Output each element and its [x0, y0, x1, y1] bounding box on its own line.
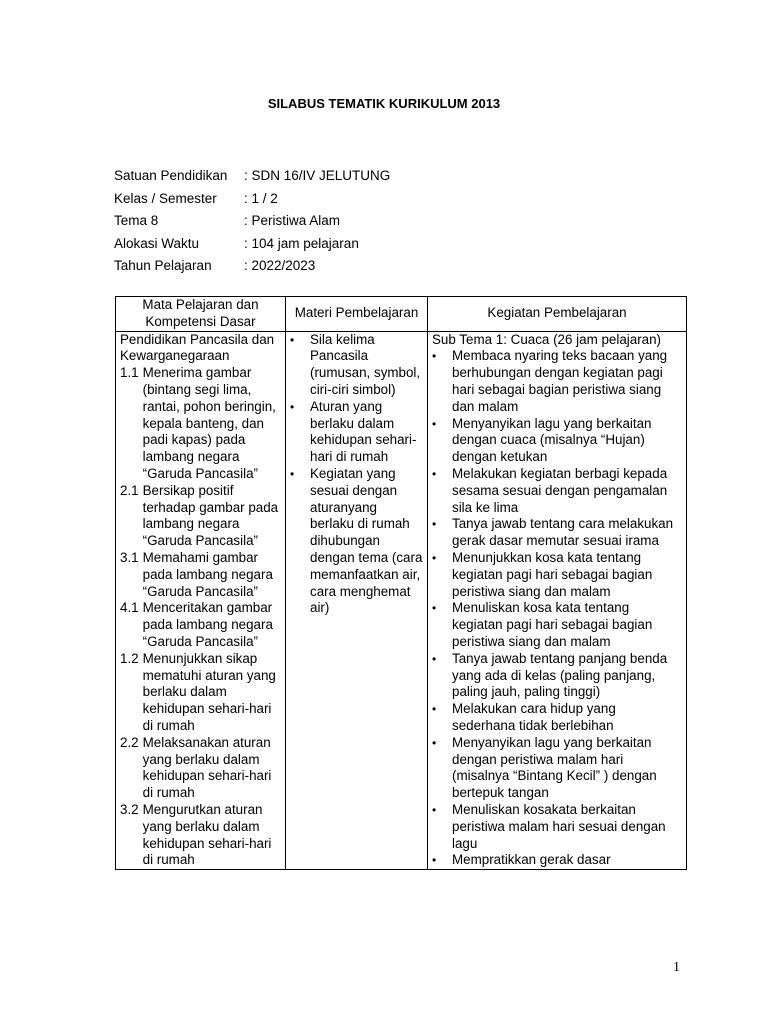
material-item	[290, 466, 423, 617]
competency-number: 2.1	[120, 482, 139, 498]
competency-item	[120, 735, 281, 802]
subtheme-label: Sub Tema 1: Cuaca (26 jam pelajaran)	[432, 331, 662, 347]
activity-text: Menuliskan kosa kata tentang kegiatan pagi hari sebagai bagian peristiwa siang dan malam	[452, 600, 653, 649]
activity-item	[432, 466, 682, 516]
activity-item	[432, 416, 682, 466]
competency-item	[120, 600, 281, 650]
activity-text: Tanya jawab tentang panjang benda yang ada di kelas (paling panjang, paling jauh, paling tinggi)	[452, 650, 668, 700]
bullet-icon: •	[432, 416, 437, 431]
info-label: Satuan Pendidikan	[114, 168, 228, 183]
syllabus-table	[115, 296, 687, 870]
bullet-icon: •	[432, 349, 437, 364]
activity-text: Tanya jawab tentang cara melakukan gerak dasar memutar sesuai irama	[452, 516, 674, 549]
info-row-time	[114, 233, 390, 256]
bullet-icon: •	[432, 466, 437, 481]
info-row-year	[114, 255, 390, 278]
bullet-icon: •	[432, 802, 437, 817]
info-value: : 2022/2023	[244, 258, 316, 273]
bullet-icon: •	[432, 601, 437, 616]
material-text: Sila kelima Pancasila (rumusan, symbol, ciri-ciri simbol)	[310, 331, 421, 397]
info-block	[114, 165, 390, 278]
activity-text: Mempratikkan gerak dasar	[452, 852, 611, 868]
info-row-school	[114, 165, 390, 188]
competency-number: 4.1	[120, 600, 139, 616]
activity-item	[432, 651, 682, 701]
competency-text: Bersikap positif terhadap gambar pada lambang negara “Garuda Pancasila”	[142, 482, 279, 549]
page-number: 1	[673, 960, 680, 975]
competency-number: 2.2	[120, 734, 139, 750]
competency-item	[120, 550, 281, 600]
bullet-icon: •	[290, 466, 295, 481]
competency-item	[120, 802, 281, 869]
activity-item	[432, 516, 682, 550]
info-value: : SDN 16/IV JELUTUNG	[244, 168, 391, 183]
info-label: Tahun Pelajaran	[114, 258, 212, 273]
activity-text: Melakukan kegiatan berbagi kepada sesama sesuai dengan pengamalan sila ke lima	[452, 465, 668, 515]
activity-cell	[428, 331, 687, 870]
competency-number: 3.1	[120, 549, 139, 565]
material-list	[290, 332, 423, 618]
activity-item	[432, 701, 682, 735]
table-header-row	[116, 297, 687, 332]
activity-text: Menunjukkan kosa kata tentang kegiatan pagi hari sebagai bagian peristiwa siang dan malam	[452, 549, 653, 599]
bullet-icon: •	[432, 702, 437, 717]
material-item	[290, 399, 423, 466]
bullet-icon: •	[432, 550, 437, 565]
activity-item	[432, 852, 682, 869]
activity-item	[432, 550, 682, 600]
competency-text: Menunjukkan sikap mematuhi aturan yang berlaku dalam kehidupan sehari-hari di rumah	[142, 650, 276, 733]
activity-text: Menuliskan kosakata berkaitan peristiwa malam hari sesuai dengan lagu	[452, 801, 666, 851]
competency-text: Memahami gambar pada lambang negara “Garuda Pancasila”	[142, 549, 273, 599]
document-title: SILABUS TEMATIK KURIKULUM 2013	[267, 96, 501, 111]
competency-text: Menerima gambar (bintang segi lima, rantai, pohon beringin, kepala banteng, dan padi kapas) pada lambang negara “Garuda Pancasila”	[142, 365, 276, 481]
header-activity: Kegiatan Pembelajaran	[428, 297, 687, 332]
bullet-icon: •	[290, 332, 295, 347]
competency-item	[120, 483, 281, 550]
activity-text: Menyanyikan lagu yang berkaitan dengan peristiwa malam hari (misalnya “Bintang Kecil” ) dengan bertepuk tangan	[452, 734, 657, 801]
bullet-icon: •	[432, 853, 437, 868]
competency-number: 3.2	[120, 801, 139, 817]
competency-list	[120, 365, 281, 869]
material-text: Kegiatan yang sesuai dengan aturanyang berlaku di rumah dihubungan dengan tema (cara memanfaatkan air, cara menghemat air)	[310, 465, 423, 616]
bullet-icon: •	[432, 517, 437, 532]
competency-number: 1.1	[120, 365, 139, 381]
activity-list	[432, 348, 682, 869]
info-label: Alokasi Waktu	[114, 235, 200, 251]
info-label: Kelas / Semester	[114, 190, 217, 206]
competency-text: Menceritakan gambar pada lambang negara “Garuda Pancasila”	[142, 600, 273, 649]
activity-item	[432, 735, 682, 802]
competency-item	[120, 365, 281, 483]
bullet-icon: •	[432, 735, 437, 750]
info-value: : 104 jam pelajaran	[244, 235, 359, 251]
material-item	[290, 332, 423, 399]
subject-name: Pendidikan Pancasila dan Kewarganegaraan	[120, 331, 275, 364]
activity-text: Membaca nyaring teks bacaan yang berhubungan dengan kegiatan pagi hari sebagai bagian peristiwa siang dan malam	[452, 348, 668, 414]
header-competency: Mata Pelajaran dan Kompetensi Dasar	[116, 297, 286, 332]
competency-item	[120, 651, 281, 735]
table-row	[116, 331, 687, 870]
header-material: Materi Pembelajaran	[286, 297, 428, 332]
info-value: : Peristiwa Alam	[244, 213, 341, 228]
activity-item	[432, 802, 682, 852]
info-label: Tema 8	[114, 213, 159, 228]
competency-text: Melaksanakan aturan yang berlaku dalam kehidupan sehari-hari di rumah	[142, 734, 272, 801]
activity-item	[432, 600, 682, 650]
bullet-icon: •	[290, 399, 295, 414]
activity-text: Menyanyikan lagu yang berkaitan dengan cuaca (misalnya “Hujan) dengan ketukan	[452, 415, 652, 465]
competency-text: Mengurutkan aturan yang berlaku dalam kehidupan sehari-hari di rumah	[142, 801, 272, 868]
bullet-icon: •	[432, 651, 437, 666]
competency-number: 1.2	[120, 650, 139, 666]
info-row-theme	[114, 210, 390, 233]
material-text: Aturan yang berlaku dalam kehidupan sehari-hari di rumah	[310, 398, 417, 465]
material-cell	[286, 331, 428, 870]
info-value: : 1 / 2	[244, 190, 278, 206]
activity-item	[432, 348, 682, 415]
info-row-class	[114, 188, 390, 211]
competency-cell	[116, 331, 286, 870]
activity-text: Melakukan cara hidup yang sederhana tidak berlebihan	[452, 701, 616, 733]
